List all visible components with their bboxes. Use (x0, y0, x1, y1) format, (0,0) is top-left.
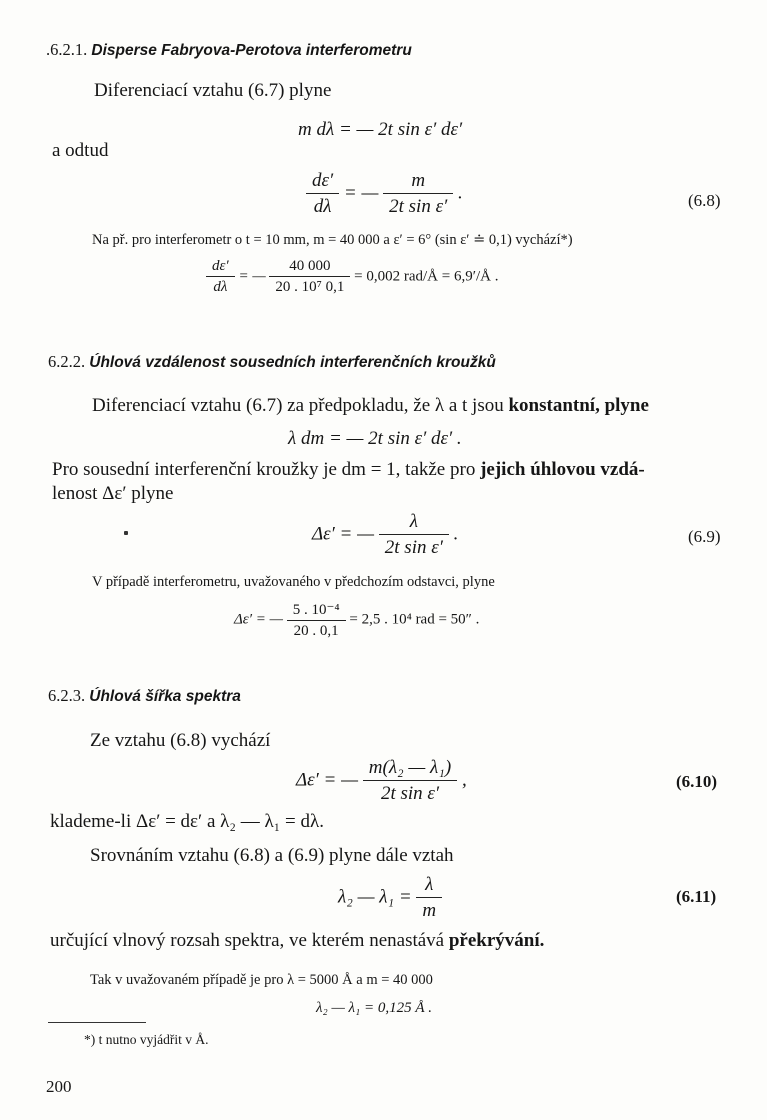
section-number: 6.2.3. (48, 686, 86, 705)
fraction-example-delta: $\frac{\text{5 . 10⁻⁴}}{20 . 0,1}$ (287, 600, 346, 640)
equation-6-11: λ₂ — λ₁ = $\frac{\lambda}{m}$ (338, 874, 442, 922)
fraction-example-value: $\frac{40 000}{\text{20 . 10⁷ 0,1}}$ (269, 258, 350, 296)
equation-6-8: $\frac{d\varepsilon'}{d\lambda}$ = — $\frac{m}{\text{2t sin ε′}}$ . (306, 170, 463, 218)
paragraph-condition: klademe-li Δε′ = dε′ a λ₂ — λ₁ = dλ. (50, 811, 324, 832)
equation-label-6-8: (6.8) (688, 191, 721, 210)
section-title: Úhlová vzdálenost sousedních interferenčních kroužků (89, 354, 496, 371)
equation-m-dlambda: m dλ = — 2t sin ε′ dε′ (298, 119, 463, 140)
equation-6-10: Δε′ = — $\frac{\text{m(λ₂ — λ₁)}}{\text{2t sin ε′}}$ , (296, 757, 467, 804)
section-number: 6.2.2. (48, 352, 86, 371)
equation-example-6-2-1: $\frac{d\varepsilon'}{d\lambda}$ = — $\frac{40 000}{\text{20 . 10⁷ 0,1}}$ = 0,002 rad/Å = 6,9′/Å . (206, 258, 499, 296)
paragraph-definition: určující vlnový rozsah spektra, ve kterém nenastává překrývání. (50, 930, 545, 951)
equation-label-6-11: (6.11) (676, 887, 717, 906)
section-heading-6-2-3 (48, 686, 241, 706)
equation-lambda-dm: λ dm = — 2t sin ε′ dε′ . (288, 428, 462, 449)
section-heading-6-2-2 (48, 352, 496, 372)
example-6-2-3: Tak v uvažovaném případě je pro λ = 5000 Å a m = 40 000 (90, 972, 433, 988)
section-number: .6.2.1. (46, 40, 88, 59)
page-number: 200 (46, 1077, 72, 1096)
section-title: Disperse Fabryova-Perotova interferometru (91, 42, 412, 59)
equation-example-6-2-2: Δε′ = — $\frac{\text{5 . 10⁻⁴}}{20 . 0,1}$ = 2,5 . 10⁴ rad = 50″ . (234, 602, 480, 639)
fraction-deps-dlambda: $\frac{d\varepsilon'}{d\lambda}$ (306, 170, 339, 218)
fraction-lambda-over-2tsin: $\frac{\lambda}{\text{2t sin ε′}}$ (379, 511, 449, 559)
equation-label-6-10: (6.10) (676, 772, 718, 791)
footnote: *) t nutno vyjádřit v Å. (84, 1032, 209, 1047)
example-6-2-1: Na př. pro interferometr o t = 10 mm, m = 40 000 a ε′ = 6° (sin ε′ ≐ 0,1) vychází*) (92, 232, 573, 248)
equation-label-6-9: (6.9) (688, 527, 721, 546)
paragraph-adjacent-rings-line1: Pro sousední interferenční kroužky je dm = 1, takže pro jejich úhlovou vzdá- (52, 459, 645, 480)
paragraph-intro-6-2-3: Ze vztahu (6.8) vychází (90, 730, 271, 751)
fraction-m-lambda-diff: $\frac{\text{m(λ₂ — λ₁)}}{\text{2t sin ε′}}$ (363, 757, 457, 805)
fraction-m-over-2tsin: $\frac{m}{\text{2t sin ε′}}$ (383, 170, 453, 218)
equation-example-6-2-3: λ₂ — λ₁ = 0,125 Å . (316, 1000, 433, 1016)
fraction-example-deps: $\frac{d\varepsilon'}{d\lambda}$ (206, 258, 235, 296)
paragraph-intro-6-2-1: Diferenciací vztahu (6.7) plyne (94, 80, 332, 101)
example-6-2-2: V případě interferometru, uvažovaného v předchozím odstavci, plyne (92, 574, 495, 590)
section-heading-6-2-1 (46, 40, 412, 60)
paragraph-intro-6-2-2: Diferenciací vztahu (6.7) za předpokladu, že λ a t jsou konstantní, plyne (92, 395, 649, 416)
footnote-rule (48, 1022, 146, 1023)
section-title: Úhlová šířka spektra (89, 688, 241, 705)
equation-6-9: Δε′ = — $\frac{\lambda}{\text{2t sin ε′}}$ . (312, 511, 459, 558)
text-a-odtud: a odtud (52, 140, 109, 161)
print-speck (124, 531, 128, 535)
paragraph-comparison: Srovnáním vztahu (6.8) a (6.9) plyne dále vztah (90, 845, 454, 866)
paragraph-adjacent-rings-line2: lenost Δε′ plyne (52, 483, 174, 504)
fraction-lambda-over-m: $\frac{\lambda}{m}$ (416, 874, 442, 922)
